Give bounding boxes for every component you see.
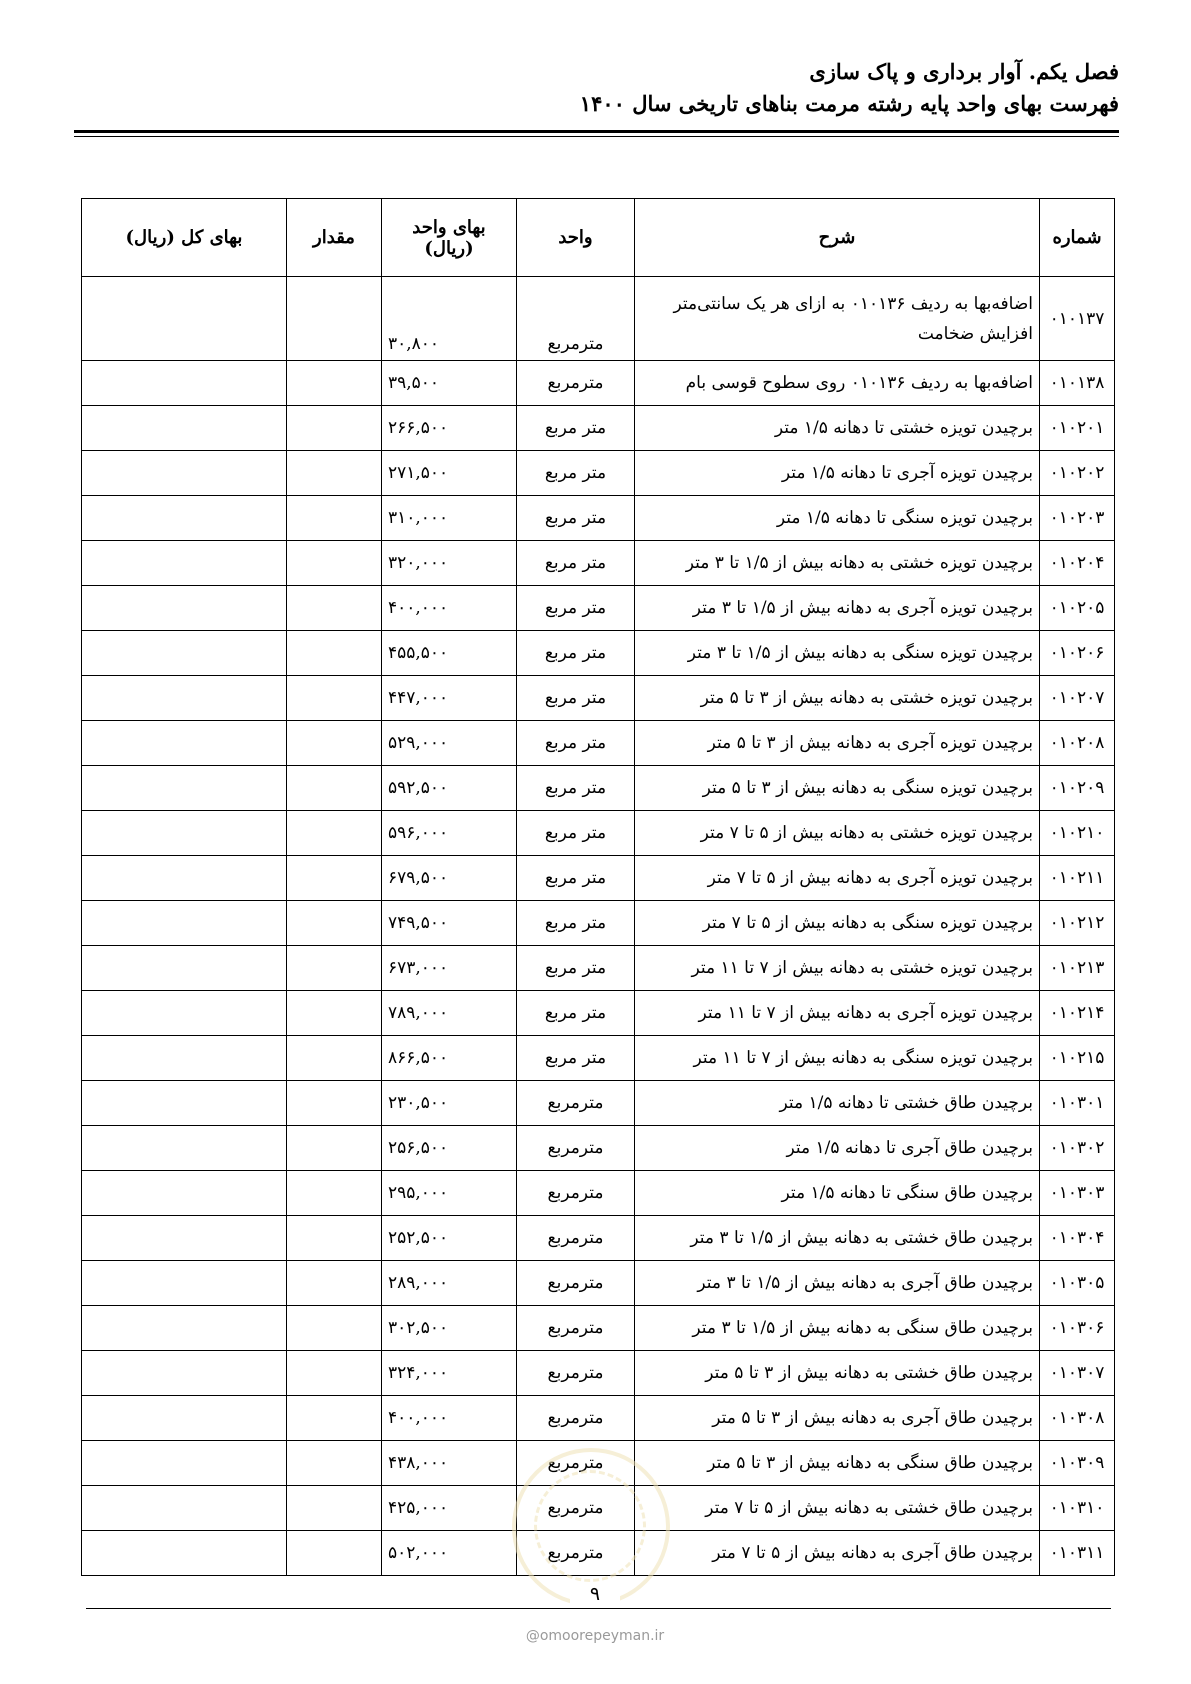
row-number: ۰۱۰۳۰۷ xyxy=(1040,1351,1115,1396)
row-number: ۰۱۰۲۰۴ xyxy=(1040,541,1115,586)
row-total-price xyxy=(82,1036,287,1081)
row-description: برچیدن طاق خشتی تا دهانه ۱/۵ متر xyxy=(635,1081,1040,1126)
row-unit-price: ۳۲۰,۰۰۰ xyxy=(382,541,517,586)
row-total-price xyxy=(82,1126,287,1171)
row-description: برچیدن تویزه آجری به دهانه بیش از ۱/۵ تا ۳ متر xyxy=(635,586,1040,631)
row-total-price xyxy=(82,496,287,541)
row-description: برچیدن طاق سنگی به دهانه بیش از ۱/۵ تا ۳ متر xyxy=(635,1306,1040,1351)
row-description: برچیدن تویزه سنگی به دهانه بیش از ۷ تا ۱۱ متر xyxy=(635,1036,1040,1081)
row-number: ۰۱۰۲۱۱ xyxy=(1040,856,1115,901)
row-total-price xyxy=(82,721,287,766)
row-unit-price: ۳۰,۸۰۰ xyxy=(382,277,517,361)
row-quantity xyxy=(287,361,382,406)
row-description: برچیدن تویزه سنگی به دهانه بیش از ۱/۵ تا ۳ متر xyxy=(635,631,1040,676)
col-header-total-price: بهای کل (ریال) xyxy=(82,199,287,277)
row-total-price xyxy=(82,1171,287,1216)
row-unit: مترمربع xyxy=(517,1531,635,1576)
row-number: ۰۱۰۲۰۷ xyxy=(1040,676,1115,721)
row-unit: مترمربع xyxy=(517,361,635,406)
row-description: برچیدن تویزه خشتی به دهانه بیش از ۵ تا ۷ متر xyxy=(635,811,1040,856)
row-quantity xyxy=(287,496,382,541)
row-number: ۰۱۰۳۰۱ xyxy=(1040,1081,1115,1126)
row-total-price xyxy=(82,1351,287,1396)
row-description: برچیدن طاق آجری به دهانه بیش از ۱/۵ تا ۳ متر xyxy=(635,1261,1040,1306)
row-unit-price: ۳۹,۵۰۰ xyxy=(382,361,517,406)
row-unit-price: ۸۶۶,۵۰۰ xyxy=(382,1036,517,1081)
chapter-title: فصل یکم. آوار برداری و پاک سازی xyxy=(809,59,1119,84)
row-total-price xyxy=(82,451,287,496)
row-description: برچیدن طاق آجری تا دهانه ۱/۵ متر xyxy=(635,1126,1040,1171)
row-total-price xyxy=(82,1486,287,1531)
row-unit-price: ۵۲۹,۰۰۰ xyxy=(382,721,517,766)
row-description: برچیدن تویزه خشتی به دهانه بیش از ۱/۵ تا ۳ متر xyxy=(635,541,1040,586)
row-unit-price: ۴۵۵,۵۰۰ xyxy=(382,631,517,676)
row-unit-price: ۲۶۶,۵۰۰ xyxy=(382,406,517,451)
row-quantity xyxy=(287,451,382,496)
row-description: برچیدن تویزه سنگی تا دهانه ۱/۵ متر xyxy=(635,496,1040,541)
page-header xyxy=(74,56,1119,120)
row-number: ۰۱۰۲۱۴ xyxy=(1040,991,1115,1036)
row-quantity xyxy=(287,721,382,766)
row-total-price xyxy=(82,1531,287,1576)
row-unit-price: ۴۳۸,۰۰۰ xyxy=(382,1441,517,1486)
table-row xyxy=(82,991,1115,1036)
table-row xyxy=(82,406,1115,451)
row-quantity xyxy=(287,1171,382,1216)
row-total-price xyxy=(82,901,287,946)
row-description: برچیدن تویزه سنگی به دهانه بیش از ۳ تا ۵ متر xyxy=(635,766,1040,811)
row-number: ۰۱۰۲۰۵ xyxy=(1040,586,1115,631)
row-unit: متر مربع xyxy=(517,901,635,946)
row-quantity xyxy=(287,1531,382,1576)
website-watermark: @omoorepeyman.ir xyxy=(525,1628,665,1644)
row-total-price xyxy=(82,631,287,676)
row-quantity xyxy=(287,1351,382,1396)
row-quantity xyxy=(287,1396,382,1441)
row-unit-price: ۲۵۲,۵۰۰ xyxy=(382,1216,517,1261)
row-total-price xyxy=(82,1261,287,1306)
table-row xyxy=(82,1126,1115,1171)
row-description: برچیدن طاق سنگی به دهانه بیش از ۳ تا ۵ متر xyxy=(635,1441,1040,1486)
row-unit: مترمربع xyxy=(517,1351,635,1396)
row-number: ۰۱۰۱۳۷ xyxy=(1040,277,1115,361)
row-number: ۰۱۰۲۰۱ xyxy=(1040,406,1115,451)
row-unit-price: ۶۷۹,۵۰۰ xyxy=(382,856,517,901)
row-quantity xyxy=(287,766,382,811)
row-quantity xyxy=(287,901,382,946)
table-row xyxy=(82,1171,1115,1216)
row-quantity xyxy=(287,811,382,856)
row-unit-price: ۴۰۰,۰۰۰ xyxy=(382,1396,517,1441)
row-number: ۰۱۰۲۰۳ xyxy=(1040,496,1115,541)
row-number: ۰۱۰۳۰۴ xyxy=(1040,1216,1115,1261)
col-header-quantity: مقدار xyxy=(287,199,382,277)
table-row xyxy=(82,451,1115,496)
row-total-price xyxy=(82,991,287,1036)
row-description: برچیدن طاق خشتی به دهانه بیش از ۳ تا ۵ متر xyxy=(635,1351,1040,1396)
row-unit-price: ۵۹۶,۰۰۰ xyxy=(382,811,517,856)
row-total-price xyxy=(82,811,287,856)
row-quantity xyxy=(287,1216,382,1261)
row-unit-price: ۴۴۷,۰۰۰ xyxy=(382,676,517,721)
row-number: ۰۱۰۲۰۲ xyxy=(1040,451,1115,496)
row-quantity xyxy=(287,406,382,451)
row-total-price xyxy=(82,277,287,361)
table-row xyxy=(82,766,1115,811)
row-quantity xyxy=(287,1306,382,1351)
table-row xyxy=(82,901,1115,946)
row-total-price xyxy=(82,406,287,451)
table-row xyxy=(82,1216,1115,1261)
row-number: ۰۱۰۲۰۹ xyxy=(1040,766,1115,811)
row-unit-price: ۴۲۵,۰۰۰ xyxy=(382,1486,517,1531)
header-rule-thin xyxy=(74,136,1119,137)
row-description: برچیدن تویزه خشتی به دهانه بیش از ۳ تا ۵ متر xyxy=(635,676,1040,721)
row-total-price xyxy=(82,1216,287,1261)
row-description: برچیدن طاق آجری به دهانه بیش از ۵ تا ۷ متر xyxy=(635,1531,1040,1576)
row-quantity xyxy=(287,1486,382,1531)
list-title: فهرست بهای واحد پایه رشته مرمت بناهای تاریخی سال ۱۴۰۰ xyxy=(579,91,1119,116)
row-unit: متر مربع xyxy=(517,811,635,856)
table-row xyxy=(82,1396,1115,1441)
row-unit: مترمربع xyxy=(517,1441,635,1486)
row-unit: متر مربع xyxy=(517,766,635,811)
table-row xyxy=(82,1351,1115,1396)
row-description: برچیدن تویزه آجری به دهانه بیش از ۳ تا ۵ متر xyxy=(635,721,1040,766)
row-description: برچیدن تویزه آجری تا دهانه ۱/۵ متر xyxy=(635,451,1040,496)
row-description: اضافه‌بها به ردیف ۰۱۰۱۳۶ روی سطوح قوسی بام xyxy=(635,361,1040,406)
row-total-price xyxy=(82,1441,287,1486)
row-description: برچیدن طاق خشتی به دهانه بیش از ۱/۵ تا ۳ متر xyxy=(635,1216,1040,1261)
table-row xyxy=(82,811,1115,856)
table-row xyxy=(82,496,1115,541)
row-number: ۰۱۰۳۰۲ xyxy=(1040,1126,1115,1171)
row-unit: مترمربع xyxy=(517,1081,635,1126)
row-quantity xyxy=(287,541,382,586)
row-unit-price: ۵۹۲,۵۰۰ xyxy=(382,766,517,811)
table-row xyxy=(82,856,1115,901)
row-total-price xyxy=(82,1396,287,1441)
row-unit-price: ۴۰۰,۰۰۰ xyxy=(382,586,517,631)
table-row xyxy=(82,1081,1115,1126)
row-unit: متر مربع xyxy=(517,676,635,721)
row-description: برچیدن تویزه خشتی به دهانه بیش از ۷ تا ۱۱ متر xyxy=(635,946,1040,991)
col-header-unit: واحد xyxy=(517,199,635,277)
row-unit-price: ۳۲۴,۰۰۰ xyxy=(382,1351,517,1396)
row-quantity xyxy=(287,1081,382,1126)
row-total-price xyxy=(82,361,287,406)
row-unit: متر مربع xyxy=(517,631,635,676)
row-number: ۰۱۰۳۰۹ xyxy=(1040,1441,1115,1486)
row-quantity xyxy=(287,676,382,721)
row-description: اضافه‌بها به ردیف ۰۱۰۱۳۶ به ازای هر یک سانتی‌متر افزایش ضخامت xyxy=(635,277,1040,361)
row-number: ۰۱۰۲۱۲ xyxy=(1040,901,1115,946)
row-quantity xyxy=(287,631,382,676)
row-unit-price: ۲۳۰,۵۰۰ xyxy=(382,1081,517,1126)
row-unit: مترمربع xyxy=(517,1216,635,1261)
table-row xyxy=(82,631,1115,676)
price-table xyxy=(81,198,1115,1576)
row-quantity xyxy=(287,946,382,991)
row-total-price xyxy=(82,541,287,586)
row-unit: متر مربع xyxy=(517,946,635,991)
table-row xyxy=(82,361,1115,406)
row-unit: مترمربع xyxy=(517,1396,635,1441)
row-unit: متر مربع xyxy=(517,541,635,586)
row-description: برچیدن تویزه خشتی تا دهانه ۱/۵ متر xyxy=(635,406,1040,451)
row-quantity xyxy=(287,1261,382,1306)
row-number: ۰۱۰۳۰۵ xyxy=(1040,1261,1115,1306)
table-row xyxy=(82,1261,1115,1306)
row-quantity xyxy=(287,991,382,1036)
row-number: ۰۱۰۲۰۸ xyxy=(1040,721,1115,766)
row-unit-price: ۷۴۹,۵۰۰ xyxy=(382,901,517,946)
row-number: ۰۱۰۳۰۳ xyxy=(1040,1171,1115,1216)
row-unit: متر مربع xyxy=(517,406,635,451)
row-unit: متر مربع xyxy=(517,721,635,766)
row-number: ۰۱۰۲۱۰ xyxy=(1040,811,1115,856)
row-description: برچیدن تویزه آجری به دهانه بیش از ۵ تا ۷ متر xyxy=(635,856,1040,901)
row-number: ۰۱۰۱۳۸ xyxy=(1040,361,1115,406)
row-total-price xyxy=(82,946,287,991)
row-description: برچیدن تویزه آجری به دهانه بیش از ۷ تا ۱۱ متر xyxy=(635,991,1040,1036)
table-row xyxy=(82,946,1115,991)
row-total-price xyxy=(82,1306,287,1351)
table-header-row xyxy=(82,199,1115,277)
row-total-price xyxy=(82,586,287,631)
row-quantity xyxy=(287,1036,382,1081)
row-unit: متر مربع xyxy=(517,586,635,631)
row-total-price xyxy=(82,1081,287,1126)
watermark-gear-icon xyxy=(534,1470,646,1582)
row-description: برچیدن طاق سنگی تا دهانه ۱/۵ متر xyxy=(635,1171,1040,1216)
row-unit: مترمربع xyxy=(517,1306,635,1351)
table-row xyxy=(82,676,1115,721)
col-header-unit-price: بهای واحد (ریال) xyxy=(382,199,517,277)
row-unit: متر مربع xyxy=(517,496,635,541)
row-number: ۰۱۰۳۱۱ xyxy=(1040,1531,1115,1576)
table-row xyxy=(82,721,1115,766)
row-unit-price: ۳۱۰,۰۰۰ xyxy=(382,496,517,541)
row-unit-price: ۷۸۹,۰۰۰ xyxy=(382,991,517,1036)
row-unit: متر مربع xyxy=(517,1036,635,1081)
table-row xyxy=(82,1036,1115,1081)
col-header-description: شرح xyxy=(635,199,1040,277)
row-unit-price: ۵۰۲,۰۰۰ xyxy=(382,1531,517,1576)
row-number: ۰۱۰۲۱۵ xyxy=(1040,1036,1115,1081)
row-quantity xyxy=(287,1441,382,1486)
row-quantity xyxy=(287,277,382,361)
row-quantity xyxy=(287,586,382,631)
table-row xyxy=(82,1306,1115,1351)
row-description: برچیدن طاق آجری به دهانه بیش از ۳ تا ۵ متر xyxy=(635,1396,1040,1441)
row-unit: متر مربع xyxy=(517,991,635,1036)
table-row xyxy=(82,277,1115,361)
row-number: ۰۱۰۳۰۸ xyxy=(1040,1396,1115,1441)
row-quantity xyxy=(287,1126,382,1171)
row-total-price xyxy=(82,856,287,901)
row-unit-price: ۲۸۹,۰۰۰ xyxy=(382,1261,517,1306)
row-number: ۰۱۰۳۱۰ xyxy=(1040,1486,1115,1531)
row-unit: مترمربع xyxy=(517,1486,635,1531)
footer-rule xyxy=(86,1608,1111,1609)
row-unit-price: ۲۹۵,۰۰۰ xyxy=(382,1171,517,1216)
header-rule-thick xyxy=(74,130,1119,133)
row-unit-price: ۲۵۶,۵۰۰ xyxy=(382,1126,517,1171)
table-row xyxy=(82,541,1115,586)
row-total-price xyxy=(82,676,287,721)
table-row xyxy=(82,586,1115,631)
row-unit-price: ۲۷۱,۵۰۰ xyxy=(382,451,517,496)
row-unit: مترمربع xyxy=(517,1126,635,1171)
row-number: ۰۱۰۲۱۳ xyxy=(1040,946,1115,991)
row-number: ۰۱۰۲۰۶ xyxy=(1040,631,1115,676)
row-unit: مترمربع xyxy=(517,1171,635,1216)
row-number: ۰۱۰۳۰۶ xyxy=(1040,1306,1115,1351)
row-description: برچیدن طاق خشتی به دهانه بیش از ۵ تا ۷ متر xyxy=(635,1486,1040,1531)
row-unit-price: ۶۷۳,۰۰۰ xyxy=(382,946,517,991)
page-number: ۹ xyxy=(570,1582,620,1606)
row-quantity xyxy=(287,856,382,901)
row-total-price xyxy=(82,766,287,811)
row-unit: مترمربع xyxy=(517,1261,635,1306)
row-description: برچیدن تویزه سنگی به دهانه بیش از ۵ تا ۷ متر xyxy=(635,901,1040,946)
col-header-number: شماره xyxy=(1040,199,1115,277)
row-unit: متر مربع xyxy=(517,451,635,496)
row-unit: متر مربع xyxy=(517,856,635,901)
row-unit: مترمربع xyxy=(517,277,635,361)
row-unit-price: ۳۰۲,۵۰۰ xyxy=(382,1306,517,1351)
